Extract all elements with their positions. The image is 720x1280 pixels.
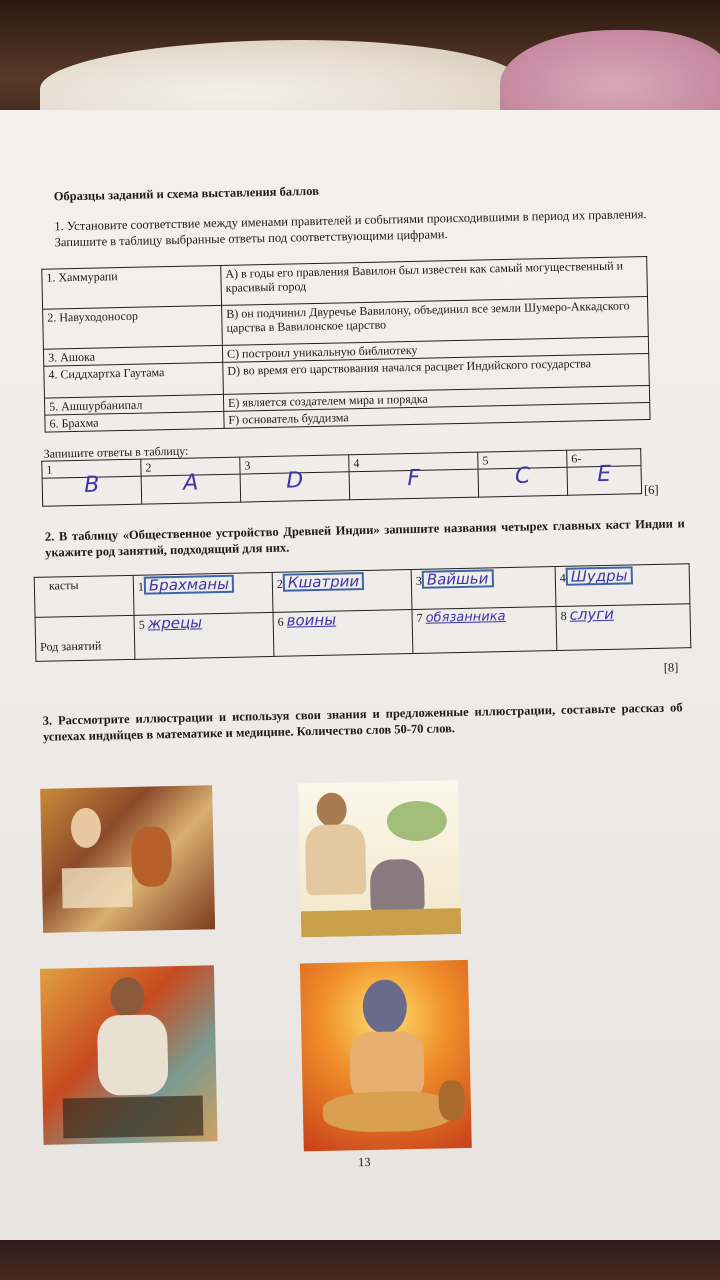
- ruler-cell: 1. Хаммурапи: [42, 265, 222, 309]
- event-cell: B) он подчинил Двуречье Вавилону, объединил все земли Шумеро-Аккадского царства в Вавилонское царство: [222, 297, 649, 346]
- answer-cell[interactable]: B: [42, 476, 142, 506]
- job-number: 7: [416, 610, 423, 625]
- illustration-medicine-mortar: [298, 780, 461, 937]
- page-number: 13: [357, 1155, 371, 1170]
- heading: Образцы заданий и схема выставления баллов: [53, 183, 320, 204]
- job-number: 6: [277, 614, 284, 629]
- answer-header: 4: [349, 452, 478, 472]
- task2-score: [8]: [663, 660, 679, 675]
- illustration-sage-meditating: [300, 960, 472, 1151]
- illustration-scholar-writing: [40, 965, 218, 1145]
- job-number: 5: [138, 617, 145, 632]
- event-cell: C) построил уникальную библиотеку: [222, 337, 648, 363]
- caste-cell: [411, 567, 556, 610]
- job-answer[interactable]: слуги: [569, 604, 615, 624]
- caste-cell: [555, 564, 690, 607]
- ruler-cell: 4. Сиддхартха Гаутама: [44, 362, 224, 398]
- caste-answer[interactable]: Шудры: [566, 566, 633, 585]
- job-cell: [412, 607, 557, 654]
- caste-cell: [133, 572, 273, 615]
- caste-answer[interactable]: Брахманы: [144, 575, 234, 595]
- caste-number: 4: [559, 570, 566, 585]
- ruler-cell: 5. Ашшурбанипал: [44, 394, 223, 415]
- job-answer[interactable]: жрецы: [147, 613, 203, 633]
- caste-number: 3: [415, 573, 423, 588]
- answer-cell[interactable]: D: [240, 472, 350, 502]
- ruler-cell: 3. Ашока: [43, 345, 222, 366]
- illustration-scholars: [40, 785, 215, 933]
- answer-cell[interactable]: E: [567, 466, 642, 496]
- answer-cell[interactable]: C: [478, 467, 568, 497]
- answer-cell[interactable]: A: [141, 474, 241, 504]
- caste-number: 2: [276, 576, 284, 591]
- task1-answer-table: [41, 434, 642, 507]
- job-cell: [556, 604, 691, 651]
- job-cell: [134, 612, 274, 659]
- task1-text: 1. Установите соответствие между именами правителей и событиями происходившими в период их правления. Запишите в таблицу выбранные ответы под соответствующими цифрами.: [54, 207, 647, 250]
- event-cell: D) во время его царствования начался расцвет Индийского государства: [223, 354, 650, 395]
- caste-answer[interactable]: Вайшьи: [422, 569, 494, 588]
- answer-cell[interactable]: F: [349, 469, 479, 500]
- task2-text: 2. В таблицу «Общественное устройство Древней Индии» запишите названия четырех главных каст Индии и укажите род занятий, подходящий для них.: [44, 516, 685, 560]
- job-cell: [273, 610, 413, 657]
- answer-header: 6-: [567, 449, 641, 468]
- answer-header: 3: [240, 455, 349, 474]
- caste-cell: [272, 570, 412, 613]
- ruler-cell: 2. Навуходоносор: [43, 305, 223, 349]
- answer-header: 2: [141, 457, 240, 476]
- event-cell: A) в годы его правления Вавилон был известен как самый могущественный и красивый город: [221, 257, 648, 306]
- caste-number: 1: [137, 579, 145, 594]
- castes-label: касты: [34, 575, 134, 617]
- caste-table: [34, 563, 692, 662]
- jobs-label: Род занятий: [35, 615, 135, 661]
- answers-label: Запишите ответы в таблицу:: [43, 443, 189, 461]
- answer-header: 1: [42, 459, 141, 478]
- ruler-cell: 6. Брахма: [45, 411, 224, 432]
- caste-answer[interactable]: Кшатрии: [283, 572, 365, 592]
- event-cell: F) основатель буддизма: [224, 402, 650, 428]
- task1-score: [6]: [643, 482, 659, 498]
- answer-header: 5: [478, 450, 567, 469]
- job-answer[interactable]: обязанника: [425, 609, 506, 626]
- task1-matching-table: [41, 256, 650, 433]
- task3-text: 3. Рассмотрите иллюстрации и используя свои знания и предложенные иллюстрации, составьте рассказ об успехах индийцев в математике и медицине. Количество слов 50-70 слов.: [42, 700, 683, 744]
- worksheet-page: [0, 110, 720, 1240]
- job-number: 8: [560, 608, 567, 623]
- job-answer[interactable]: воины: [286, 610, 337, 630]
- event-cell: E) является создателем мира и порядка: [223, 386, 649, 412]
